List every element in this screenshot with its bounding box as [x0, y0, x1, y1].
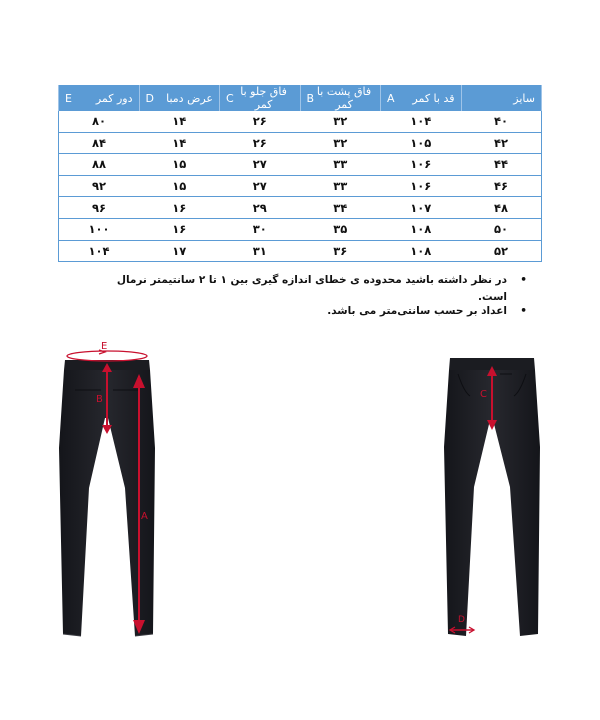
- table-cell: ۱۶: [139, 218, 220, 240]
- table-cell: ۳۲: [300, 111, 381, 132]
- table-cell: ۸۸: [59, 154, 140, 176]
- table-cell: ۳۶: [300, 240, 381, 262]
- table-cell: ۲۶: [220, 111, 301, 132]
- table-cell: ۸۰: [59, 111, 140, 132]
- label-b: B: [96, 394, 103, 405]
- table-cell: ۱۰۸: [381, 218, 462, 240]
- table-cell: ۹۶: [59, 197, 140, 219]
- table-cell: ۴۶: [461, 175, 542, 197]
- table-row: [59, 218, 542, 240]
- measure-e-ellipse: [67, 351, 147, 361]
- table-cell: ۸۴: [59, 132, 140, 154]
- note-text: اعداد بر حسب سانتی‌متر می باشد.: [327, 305, 507, 317]
- header-hem-width-d: عرض دمبا D: [139, 85, 220, 111]
- table-cell: ۲۹: [220, 197, 301, 219]
- size-table: [58, 85, 542, 262]
- table-cell: ۱۰۷: [381, 197, 462, 219]
- table-cell: ۳۱: [220, 240, 301, 262]
- label-e: E: [101, 341, 108, 352]
- notes-list: [87, 272, 527, 334]
- table-cell: ۱۵: [139, 175, 220, 197]
- table-cell: ۳۵: [300, 218, 381, 240]
- table-cell: ۱۷: [139, 240, 220, 262]
- table-cell: ۴۲: [461, 132, 542, 154]
- note-item: [87, 272, 527, 303]
- table-row: [59, 132, 542, 154]
- header-length-a: قد با کمر A: [381, 85, 462, 111]
- header-front-rise-c: فاق جلو با کمر C: [220, 85, 301, 111]
- table-cell: ۱۰۴: [59, 240, 140, 262]
- table-row: [59, 197, 542, 219]
- table-row: [59, 175, 542, 197]
- header-back-rise-b: فاق پشت با کمر B: [300, 85, 381, 111]
- table-cell: ۱۰۰: [59, 218, 140, 240]
- table-cell: ۲۶: [220, 132, 301, 154]
- table-cell: ۱۵: [139, 154, 220, 176]
- table-cell: ۱۴: [139, 111, 220, 132]
- label-d: D: [458, 615, 465, 625]
- table-cell: ۴۰: [461, 111, 542, 132]
- table-cell: ۱۶: [139, 197, 220, 219]
- pants-front-view: [440, 352, 545, 642]
- table-cell: ۲۷: [220, 154, 301, 176]
- table-cell: ۱۰۶: [381, 154, 462, 176]
- table-row: [59, 240, 542, 262]
- header-size: سایز: [461, 85, 542, 111]
- bullet-icon: •: [520, 305, 527, 317]
- note-item: [87, 303, 527, 320]
- table-cell: ۳۴: [300, 197, 381, 219]
- table-cell: ۵۰: [461, 218, 542, 240]
- table-row: [59, 154, 542, 176]
- table-cell: ۲۷: [220, 175, 301, 197]
- table-cell: ۴۴: [461, 154, 542, 176]
- pants-back-view: [55, 338, 165, 643]
- table-cell: ۱۰۸: [381, 240, 462, 262]
- header-waist-e: دور کمر E: [59, 85, 140, 111]
- bullet-icon: •: [520, 274, 527, 286]
- label-c: C: [480, 389, 487, 400]
- table-cell: ۳۰: [220, 218, 301, 240]
- table-cell: ۱۴: [139, 132, 220, 154]
- table-cell: ۴۸: [461, 197, 542, 219]
- table-row: [59, 111, 542, 132]
- table-header-row: [59, 85, 542, 111]
- table-cell: ۳۳: [300, 154, 381, 176]
- table-cell: ۱۰۴: [381, 111, 462, 132]
- table-cell: ۵۲: [461, 240, 542, 262]
- label-a: A: [141, 511, 148, 522]
- table-cell: ۱۰۶: [381, 175, 462, 197]
- table-cell: ۳۳: [300, 175, 381, 197]
- note-text: در نظر داشته باشید محدوده ی خطای اندازه گیری بین ۱ تا ۲ سانتیمتر نرمال است.: [116, 274, 507, 303]
- table-cell: ۹۲: [59, 175, 140, 197]
- table-cell: ۱۰۵: [381, 132, 462, 154]
- table-cell: ۳۲: [300, 132, 381, 154]
